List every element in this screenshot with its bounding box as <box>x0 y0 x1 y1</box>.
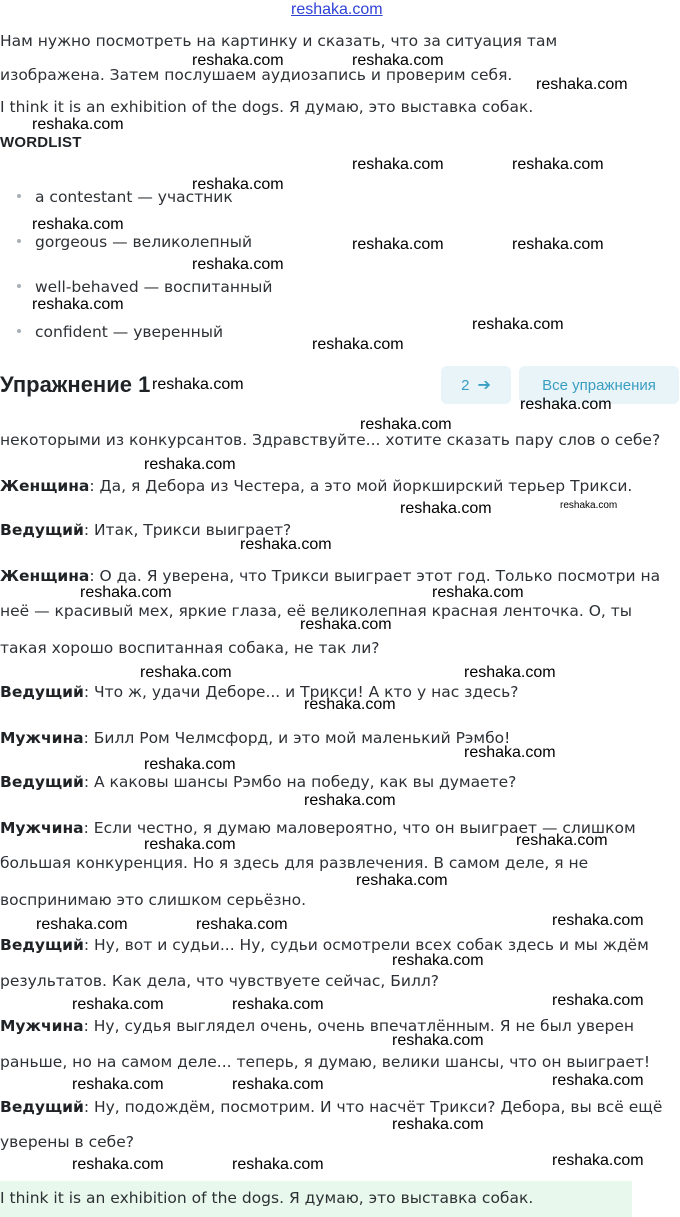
watermark: reshaka.com <box>392 1116 484 1133</box>
watermark: reshaka.com <box>516 832 608 849</box>
watermark: reshaka.com <box>192 176 284 193</box>
dialogue-line: уверены в себе? <box>0 1133 134 1151</box>
watermark: reshaka.com <box>144 836 236 853</box>
watermark: reshaka.com <box>520 396 612 413</box>
dialogue-line: воспринимаю это слишком серьёзно. <box>0 891 307 909</box>
watermark: reshaka.com <box>152 376 244 393</box>
watermark: reshaka.com <box>304 792 396 809</box>
bullet-icon <box>17 284 21 288</box>
watermark: reshaka.com <box>192 52 284 69</box>
speaker: Мужчина <box>0 1017 84 1035</box>
intro-line-2: изображена. Затем послушаем аудиозапись и проверим себя. <box>0 66 513 84</box>
speaker: Женщина <box>0 477 90 495</box>
wordlist-title: WORDLIST <box>0 134 82 151</box>
watermark: reshaka.com <box>432 584 524 601</box>
speaker: Мужчина <box>0 819 84 837</box>
dialogue-line: Ведущий: А каковы шансы Рэмбо на победу, как вы думаете? <box>0 773 517 791</box>
watermark: reshaka.com <box>300 616 392 633</box>
wordlist-item-text: confident — уверенный <box>35 323 224 341</box>
watermark: reshaka.com <box>72 1076 164 1093</box>
watermark: reshaka.com <box>552 912 644 929</box>
watermark: reshaka.com <box>536 76 628 93</box>
watermark: reshaka.com <box>304 696 396 713</box>
watermark: reshaka.com <box>512 156 604 173</box>
watermark: reshaka.com <box>144 456 236 473</box>
watermark: reshaka.com <box>552 992 644 1009</box>
speaker: Мужчина <box>0 729 84 747</box>
watermark: reshaka.com <box>552 1152 644 1169</box>
intro-answer: I think it is an exhibition of the dogs. Я думаю, это выставка собак. <box>0 98 534 116</box>
dialogue-line: Ведущий: Ну, подождём, посмотрим. И что насчёт Трикси? Дебора, вы всё ещё <box>0 1098 663 1116</box>
dialogue-line: результатов. Как дела, что чувствуете сейчас, Билл? <box>0 972 440 990</box>
exercise-title: Упражнение 1 <box>0 372 151 397</box>
dialogue-line: Мужчина: Если честно, я думаю маловероятно, что он выиграет — слишком <box>0 819 636 837</box>
watermark: reshaka.com <box>72 1156 164 1173</box>
intro-line-1: Нам нужно посмотреть на картинку и сказать, что за ситуация там <box>0 32 558 50</box>
watermark: reshaka.com <box>392 1032 484 1049</box>
watermark: reshaka.com <box>352 52 444 69</box>
speaker: Ведущий <box>0 773 84 791</box>
watermark: reshaka.com <box>464 664 556 681</box>
watermark: reshaka.com <box>392 952 484 969</box>
wordlist-item <box>17 278 272 296</box>
dialogue-line: Женщина: О да. Я уверена, что Трикси выиграет этот год. Только посмотри на <box>0 567 661 585</box>
next-exercise-button[interactable] <box>441 366 511 404</box>
watermark: reshaka.com <box>512 236 604 253</box>
watermark: reshaka.com <box>312 336 404 353</box>
watermark: reshaka.com <box>80 584 172 601</box>
watermark: reshaka.com <box>356 872 448 889</box>
next-exercise-label: 2 <box>461 376 470 394</box>
dialogue-line: Мужчина: Билл Ром Челмсфорд, и это мой маленький Рэмбо! <box>0 729 511 747</box>
watermark: reshaka.com <box>72 996 164 1013</box>
dialogue-line: такая хорошо воспитанная собака, не так ли? <box>0 639 380 657</box>
speaker: Ведущий <box>0 683 84 701</box>
watermark: reshaka.com <box>360 416 452 433</box>
answer-box: I think it is an exhibition of the dogs. Я думаю, это выставка собак. <box>0 1181 632 1217</box>
dialogue-line: Ведущий: Итак, Трикси выиграет? <box>0 521 292 539</box>
watermark: reshaka.com <box>560 500 618 511</box>
watermark: reshaka.com <box>240 536 332 553</box>
bullet-icon <box>17 239 21 243</box>
watermark: reshaka.com <box>144 756 236 773</box>
watermark: reshaka.com <box>464 744 556 761</box>
all-exercises-button[interactable]: Все упражнения <box>519 366 679 404</box>
site-link[interactable]: reshaka.com <box>291 1 383 18</box>
speaker: Женщина <box>0 567 90 585</box>
dialogue-line: неё — красивый мех, яркие глаза, её великолепная красная ленточка. О, ты <box>0 602 633 620</box>
speaker: Ведущий <box>0 1098 84 1116</box>
wordlist-item-text: well-behaved — воспитанный <box>35 278 273 296</box>
arrow-right-icon: ➔ <box>477 377 491 394</box>
speaker: Ведущий <box>0 936 84 954</box>
wordlist-item-text: gorgeous — великолепный <box>35 233 253 251</box>
dialogue-line: некоторыми из конкурсантов. Здравствуйте... хотите сказать пару слов о себе? <box>0 431 661 449</box>
wordlist-item <box>17 233 252 251</box>
dialogue-line: Ведущий: Что ж, удачи Деборе... и Трикси! А кто у нас здесь? <box>0 683 519 701</box>
watermark: reshaka.com <box>552 1072 644 1089</box>
watermark: reshaka.com <box>140 664 232 681</box>
dialogue-line: Женщина: Да, я Дебора из Честера, а это мой йоркширский терьер Трикси. <box>0 477 633 495</box>
wordlist-item-text: a contestant — участник <box>35 188 233 206</box>
speaker: Ведущий <box>0 521 84 539</box>
watermark: reshaka.com <box>196 916 288 933</box>
dialogue-line: раньше, но на самом деле... теперь, я думаю, велики шансы, что он выиграет! <box>0 1053 651 1071</box>
watermark: reshaka.com <box>232 1076 324 1093</box>
watermark: reshaka.com <box>352 156 444 173</box>
watermark: reshaka.com <box>400 500 492 517</box>
watermark: reshaka.com <box>32 116 124 133</box>
bullet-icon <box>17 194 21 198</box>
watermark: reshaka.com <box>232 996 324 1013</box>
watermark: reshaka.com <box>32 216 124 233</box>
dialogue-line: Мужчина: Ну, судья выглядел очень, очень впечатлённым. Я не был уверен <box>0 1017 635 1035</box>
bullet-icon <box>17 329 21 333</box>
dialogue-line: большая конкуренция. Но я здесь для развлечения. В самом деле, я не <box>0 854 589 872</box>
watermark: reshaka.com <box>232 1156 324 1173</box>
dialogue-line: Ведущий: Ну, вот и судьи... Ну, судьи осмотрели всех собак здесь и мы ждём <box>0 936 649 954</box>
watermark: reshaka.com <box>472 316 564 333</box>
wordlist-item <box>17 323 223 341</box>
watermark: reshaka.com <box>36 916 128 933</box>
watermark: reshaka.com <box>192 256 284 273</box>
watermark: reshaka.com <box>352 236 444 253</box>
watermark: reshaka.com <box>32 296 124 313</box>
